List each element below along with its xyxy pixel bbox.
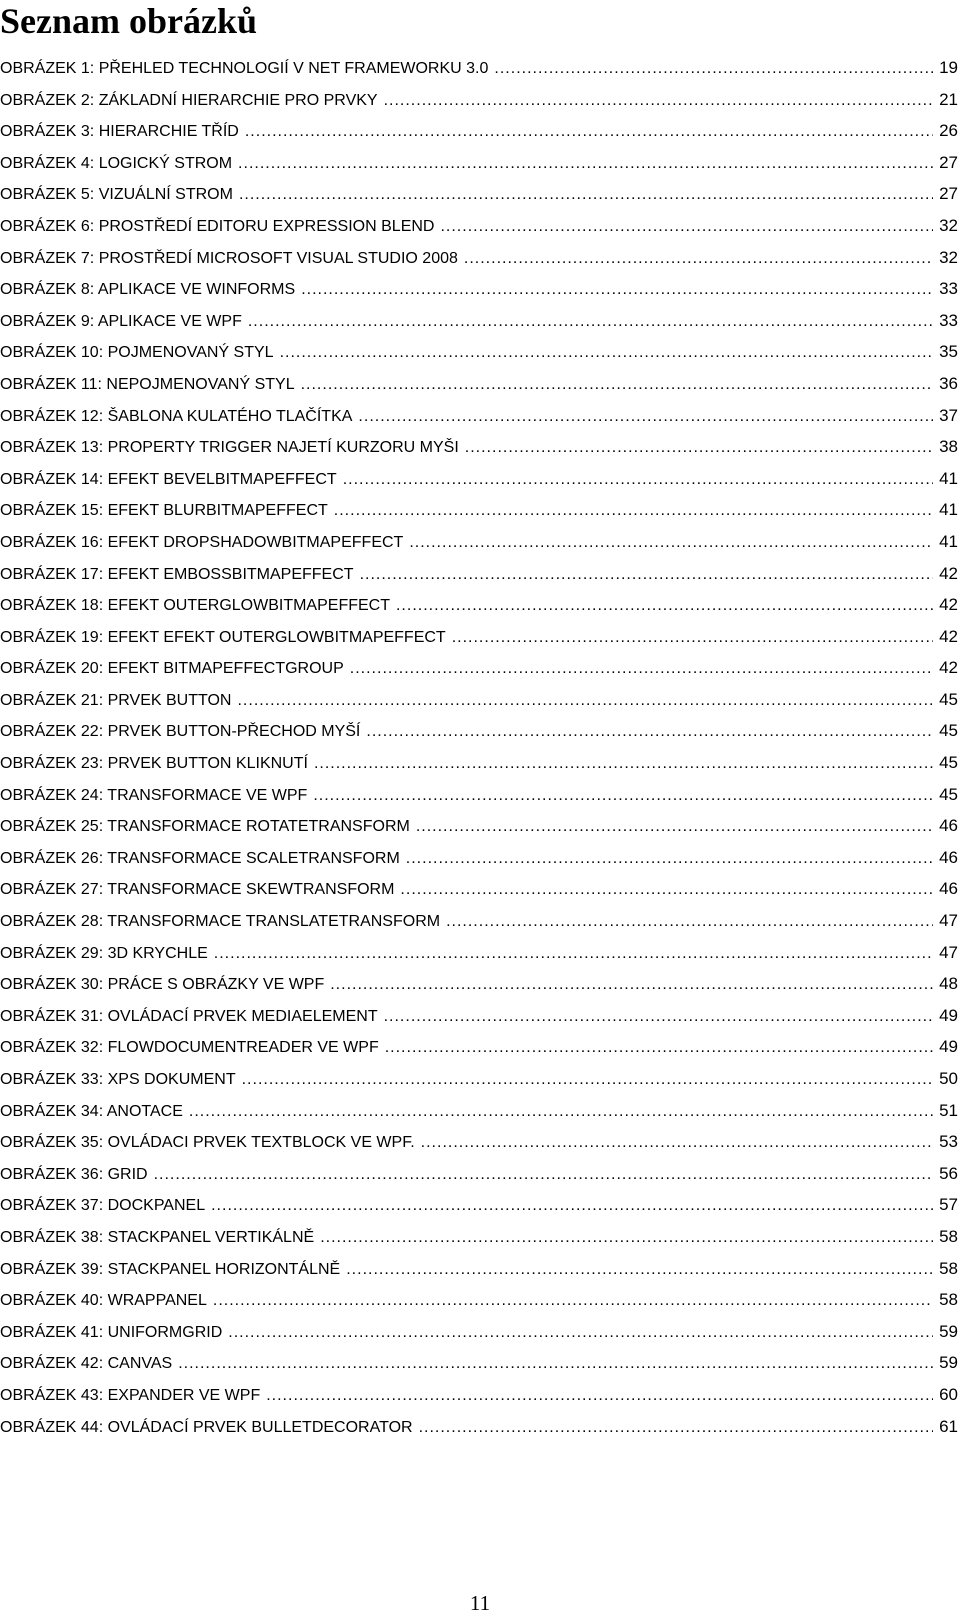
toc-entry-page: 48: [939, 974, 958, 994]
dot-leader: [494, 53, 933, 85]
toc-entry-page: 59: [939, 1321, 958, 1341]
toc-entry[interactable]: [0, 1253, 958, 1285]
toc-entry-page: 58: [939, 1226, 958, 1246]
toc-entry-label: OBRÁZEK 8: APLIKACE VE WINFORMS: [0, 281, 296, 299]
dot-leader: [248, 306, 933, 338]
toc-entry-page: 46: [939, 816, 958, 836]
dot-leader: [400, 874, 933, 906]
dot-leader: [242, 1064, 933, 1096]
toc-entry-page: 41: [939, 500, 958, 520]
toc-entry-label: OBRÁZEK 17: EFEKT EMBOSSBITMAPEFFECT: [0, 565, 354, 583]
dot-leader: [452, 622, 933, 654]
toc-entry-label: OBRÁZEK 19: EFEKT EFEKT OUTERGLOWBITMAPEFFECT: [0, 628, 446, 646]
toc-entry-label: OBRÁZEK 40: WRAPPANEL: [0, 1292, 207, 1310]
toc-entry-page: 19: [939, 58, 958, 77]
dot-leader: [238, 148, 933, 180]
toc-entry-page: 61: [939, 1416, 958, 1436]
toc-entry-page: 60: [939, 1384, 958, 1404]
dot-leader: [366, 716, 933, 748]
toc-entry-label: OBRÁZEK 6: PROSTŘEDÍ EDITORU EXPRESSION BLEND: [0, 217, 435, 235]
toc-entry-page: 32: [939, 215, 958, 235]
toc-entry[interactable]: [0, 305, 958, 337]
toc-entry-label: OBRÁZEK 10: POJMENOVANÝ STYL: [0, 344, 274, 362]
toc-entry[interactable]: [0, 1158, 958, 1190]
toc-entry-label: OBRÁZEK 21: PRVEK BUTTON: [0, 691, 232, 709]
toc-entry-label: OBRÁZEK 41: UNIFORMGRID: [0, 1323, 223, 1341]
dot-leader: [211, 1190, 933, 1222]
toc-entry-page: 51: [939, 1100, 958, 1120]
toc-entry[interactable]: [0, 336, 958, 368]
dot-leader: [320, 1222, 933, 1254]
toc-entry[interactable]: [0, 779, 958, 811]
toc-entry-label: OBRÁZEK 3: HIERARCHIE TŘÍD: [0, 123, 239, 141]
toc-entry-page: 42: [939, 626, 958, 646]
dot-leader: [384, 85, 934, 117]
dot-leader: [384, 1001, 933, 1033]
dot-leader: [237, 685, 933, 717]
toc-entry-page: 42: [939, 658, 958, 678]
toc-entry[interactable]: [0, 273, 958, 305]
dot-leader: [280, 337, 934, 369]
toc-entry-label: OBRÁZEK 33: XPS DOKUMENT: [0, 1071, 236, 1088]
toc-entry[interactable]: [0, 242, 958, 274]
toc-entry-label: OBRÁZEK 12: ŠABLONA KULATÉHO TLAČÍTKA: [0, 407, 353, 425]
toc-entry[interactable]: [0, 368, 958, 400]
toc-entry-label: OBRÁZEK 13: PROPERTY TRIGGER NAJETÍ KURZORU MYŠI: [0, 439, 459, 457]
dot-leader: [314, 748, 933, 780]
toc-entry-label: OBRÁZEK 42: CANVAS: [0, 1355, 173, 1373]
dot-leader: [421, 1127, 933, 1159]
dot-leader: [385, 1032, 933, 1064]
toc-entry-page: 47: [939, 911, 958, 931]
toc-entry-label: OBRÁZEK 24: TRANSFORMACE VE WPF: [0, 786, 308, 804]
toc-entry[interactable]: [0, 905, 958, 937]
toc-entry-label: OBRÁZEK 29: 3D KRYCHLE: [0, 944, 208, 962]
toc-entry-page: 45: [939, 689, 958, 709]
toc-entry[interactable]: [0, 684, 958, 716]
dot-leader: [213, 1285, 933, 1317]
toc-entry-page: 26: [939, 121, 958, 141]
toc-entry-page: 33: [939, 310, 958, 330]
toc-entry-label: OBRÁZEK 38: STACKPANEL VERTIKÁLNĚ: [0, 1228, 315, 1246]
toc-entry-label: OBRÁZEK 7: PROSTŘEDÍ MICROSOFT VISUAL STUDIO 2008: [0, 249, 458, 267]
toc-entry-page: 50: [939, 1069, 958, 1088]
toc-entry-page: 36: [939, 373, 958, 393]
toc-entry[interactable]: [0, 1284, 958, 1316]
toc-entry-label: OBRÁZEK 26: TRANSFORMACE SCALETRANSFORM: [0, 849, 400, 867]
toc-entry-page: 46: [939, 879, 958, 899]
toc-entry-label: OBRÁZEK 1: PŘEHLED TECHNOLOGIÍ V NET FRAMEWORKU 3.0: [0, 60, 489, 77]
toc-entry-page: 37: [939, 405, 958, 425]
toc-entry[interactable]: [0, 873, 958, 905]
toc-entry[interactable]: [0, 968, 958, 1000]
toc-entry-page: 41: [939, 468, 958, 488]
toc-entry-label: OBRÁZEK 14: EFEKT BEVELBITMAPEFFECT: [0, 470, 337, 488]
toc-entry-label: OBRÁZEK 9: APLIKACE VE WPF: [0, 312, 242, 330]
toc-entry[interactable]: [0, 463, 958, 495]
toc-entry-page: 59: [939, 1353, 958, 1373]
dot-leader: [446, 906, 933, 938]
list-of-figures: [0, 52, 958, 1442]
toc-entry-label: OBRÁZEK 11: NEPOJMENOVANÝ STYL: [0, 375, 295, 393]
toc-entry-label: OBRÁZEK 5: VIZUÁLNÍ STROM: [0, 186, 233, 204]
dot-leader: [239, 179, 933, 211]
toc-entry-label: OBRÁZEK 28: TRANSFORMACE TRANSLATETRANSFORM: [0, 913, 441, 931]
toc-entry[interactable]: [0, 1411, 958, 1443]
toc-entry-label: OBRÁZEK 39: STACKPANEL HORIZONTÁLNĚ: [0, 1260, 341, 1278]
toc-entry[interactable]: [0, 178, 958, 210]
toc-entry[interactable]: [0, 494, 958, 526]
dot-leader: [360, 559, 934, 591]
dot-leader: [313, 780, 933, 812]
toc-entry[interactable]: [0, 1126, 958, 1158]
toc-entry[interactable]: [0, 558, 958, 590]
toc-entry-page: 47: [939, 942, 958, 962]
toc-entry[interactable]: [0, 400, 958, 432]
toc-entry[interactable]: [0, 115, 958, 147]
toc-entry-page: 49: [939, 1005, 958, 1025]
toc-entry-page: 56: [939, 1163, 958, 1183]
dot-leader: [416, 811, 933, 843]
toc-entry-label: OBRÁZEK 15: EFEKT BLURBITMAPEFFECT: [0, 502, 328, 520]
toc-entry-page: 45: [939, 721, 958, 741]
toc-entry-label: OBRÁZEK 25: TRANSFORMACE ROTATETRANSFORM: [0, 818, 410, 836]
dot-leader: [350, 653, 933, 685]
toc-entry-label: OBRÁZEK 22: PRVEK BUTTON-PŘECHOD MYŠÍ: [0, 723, 361, 741]
toc-entry-page: 42: [939, 563, 958, 583]
toc-entry[interactable]: [0, 526, 958, 558]
toc-entry-page: 35: [939, 342, 958, 362]
dot-leader: [358, 401, 933, 433]
dot-leader: [266, 1380, 933, 1412]
toc-entry[interactable]: [0, 747, 958, 779]
dot-leader: [409, 527, 933, 559]
toc-entry-label: OBRÁZEK 32: FLOWDOCUMENTREADER VE WPF: [0, 1039, 379, 1057]
dot-leader: [330, 969, 933, 1001]
dot-leader: [464, 243, 933, 275]
toc-entry-label: OBRÁZEK 23: PRVEK BUTTON KLIKNUTÍ: [0, 755, 308, 773]
toc-entry[interactable]: [0, 937, 958, 969]
toc-entry-page: 58: [939, 1290, 958, 1310]
toc-entry-page: 38: [939, 437, 958, 457]
toc-entry-page: 21: [939, 89, 958, 109]
toc-entry-label: OBRÁZEK 2: ZÁKLADNÍ HIERARCHIE PRO PRVKY: [0, 91, 378, 109]
toc-entry[interactable]: [0, 1031, 958, 1063]
dot-leader: [214, 938, 933, 970]
dot-leader: [301, 369, 933, 401]
page-title: Seznam obrázků: [0, 1, 258, 41]
toc-entry-page: 58: [939, 1258, 958, 1278]
toc-entry-label: OBRÁZEK 30: PRÁCE S OBRÁZKY VE WPF: [0, 976, 325, 994]
toc-entry[interactable]: [0, 1221, 958, 1253]
toc-entry[interactable]: [0, 431, 958, 463]
dot-leader: [440, 211, 933, 243]
toc-entry-label: OBRÁZEK 43: EXPANDER VE WPF: [0, 1386, 261, 1404]
toc-entry-page: 42: [939, 595, 958, 615]
toc-entry-page: 53: [939, 1132, 958, 1152]
dot-leader: [228, 1317, 933, 1349]
dot-leader: [189, 1096, 933, 1128]
toc-entry-page: 41: [939, 531, 958, 551]
dot-leader: [154, 1159, 933, 1191]
toc-entry[interactable]: [0, 842, 958, 874]
dot-leader: [343, 464, 933, 496]
toc-entry[interactable]: [0, 1347, 958, 1379]
toc-entry-label: OBRÁZEK 4: LOGICKÝ STROM: [0, 154, 233, 172]
toc-entry-label: OBRÁZEK 20: EFEKT BITMAPEFFECTGROUP: [0, 660, 344, 678]
toc-entry[interactable]: [0, 589, 958, 621]
toc-entry-page: 33: [939, 279, 958, 299]
toc-entry[interactable]: [0, 621, 958, 653]
toc-entry[interactable]: [0, 1379, 958, 1411]
toc-entry-label: OBRÁZEK 34: ANOTACE: [0, 1102, 183, 1120]
toc-entry-page: 49: [939, 1037, 958, 1057]
toc-entry-page: 46: [939, 847, 958, 867]
toc-entry-label: OBRÁZEK 36: GRID: [0, 1165, 148, 1183]
toc-entry-page: 27: [939, 152, 958, 172]
toc-entry[interactable]: [0, 84, 958, 116]
toc-entry-page: 45: [939, 784, 958, 804]
toc-entry-page: 45: [939, 753, 958, 773]
toc-entry[interactable]: [0, 1095, 958, 1127]
dot-leader: [465, 432, 933, 464]
toc-entry[interactable]: [0, 1063, 958, 1095]
page-number: 11: [469, 1591, 491, 1615]
dot-leader: [245, 116, 933, 148]
toc-entry-page: 57: [939, 1195, 958, 1215]
dot-leader: [406, 843, 933, 875]
toc-entry-label: OBRÁZEK 18: EFEKT OUTERGLOWBITMAPEFFECT: [0, 597, 390, 615]
toc-entry[interactable]: [0, 147, 958, 179]
dot-leader: [178, 1348, 933, 1380]
toc-entry[interactable]: [0, 1000, 958, 1032]
dot-leader: [334, 495, 933, 527]
dot-leader: [301, 274, 933, 306]
toc-entry[interactable]: [0, 210, 958, 242]
toc-entry[interactable]: [0, 810, 958, 842]
dot-leader: [419, 1412, 934, 1444]
dot-leader: [396, 590, 933, 622]
toc-entry-label: OBRÁZEK 31: OVLÁDACÍ PRVEK MEDIAELEMENT: [0, 1007, 378, 1025]
toc-entry-label: OBRÁZEK 16: EFEKT DROPSHADOWBITMAPEFFECT: [0, 533, 404, 551]
toc-entry[interactable]: [0, 1316, 958, 1348]
toc-entry-label: OBRÁZEK 37: DOCKPANEL: [0, 1197, 206, 1215]
toc-entry-label: OBRÁZEK 27: TRANSFORMACE SKEWTRANSFORM: [0, 881, 395, 899]
toc-entry[interactable]: [0, 1189, 958, 1221]
toc-entry-label: OBRÁZEK 44: OVLÁDACÍ PRVEK BULLETDECORATOR: [0, 1418, 413, 1436]
toc-entry-label: OBRÁZEK 35: OVLÁDACI PRVEK TEXTBLOCK VE WPF.: [0, 1134, 415, 1152]
toc-entry-page: 27: [939, 184, 958, 204]
dot-leader: [346, 1254, 933, 1286]
toc-entry[interactable]: [0, 652, 958, 684]
toc-entry[interactable]: [0, 715, 958, 747]
toc-entry[interactable]: [0, 52, 958, 84]
toc-entry-page: 32: [939, 247, 958, 267]
